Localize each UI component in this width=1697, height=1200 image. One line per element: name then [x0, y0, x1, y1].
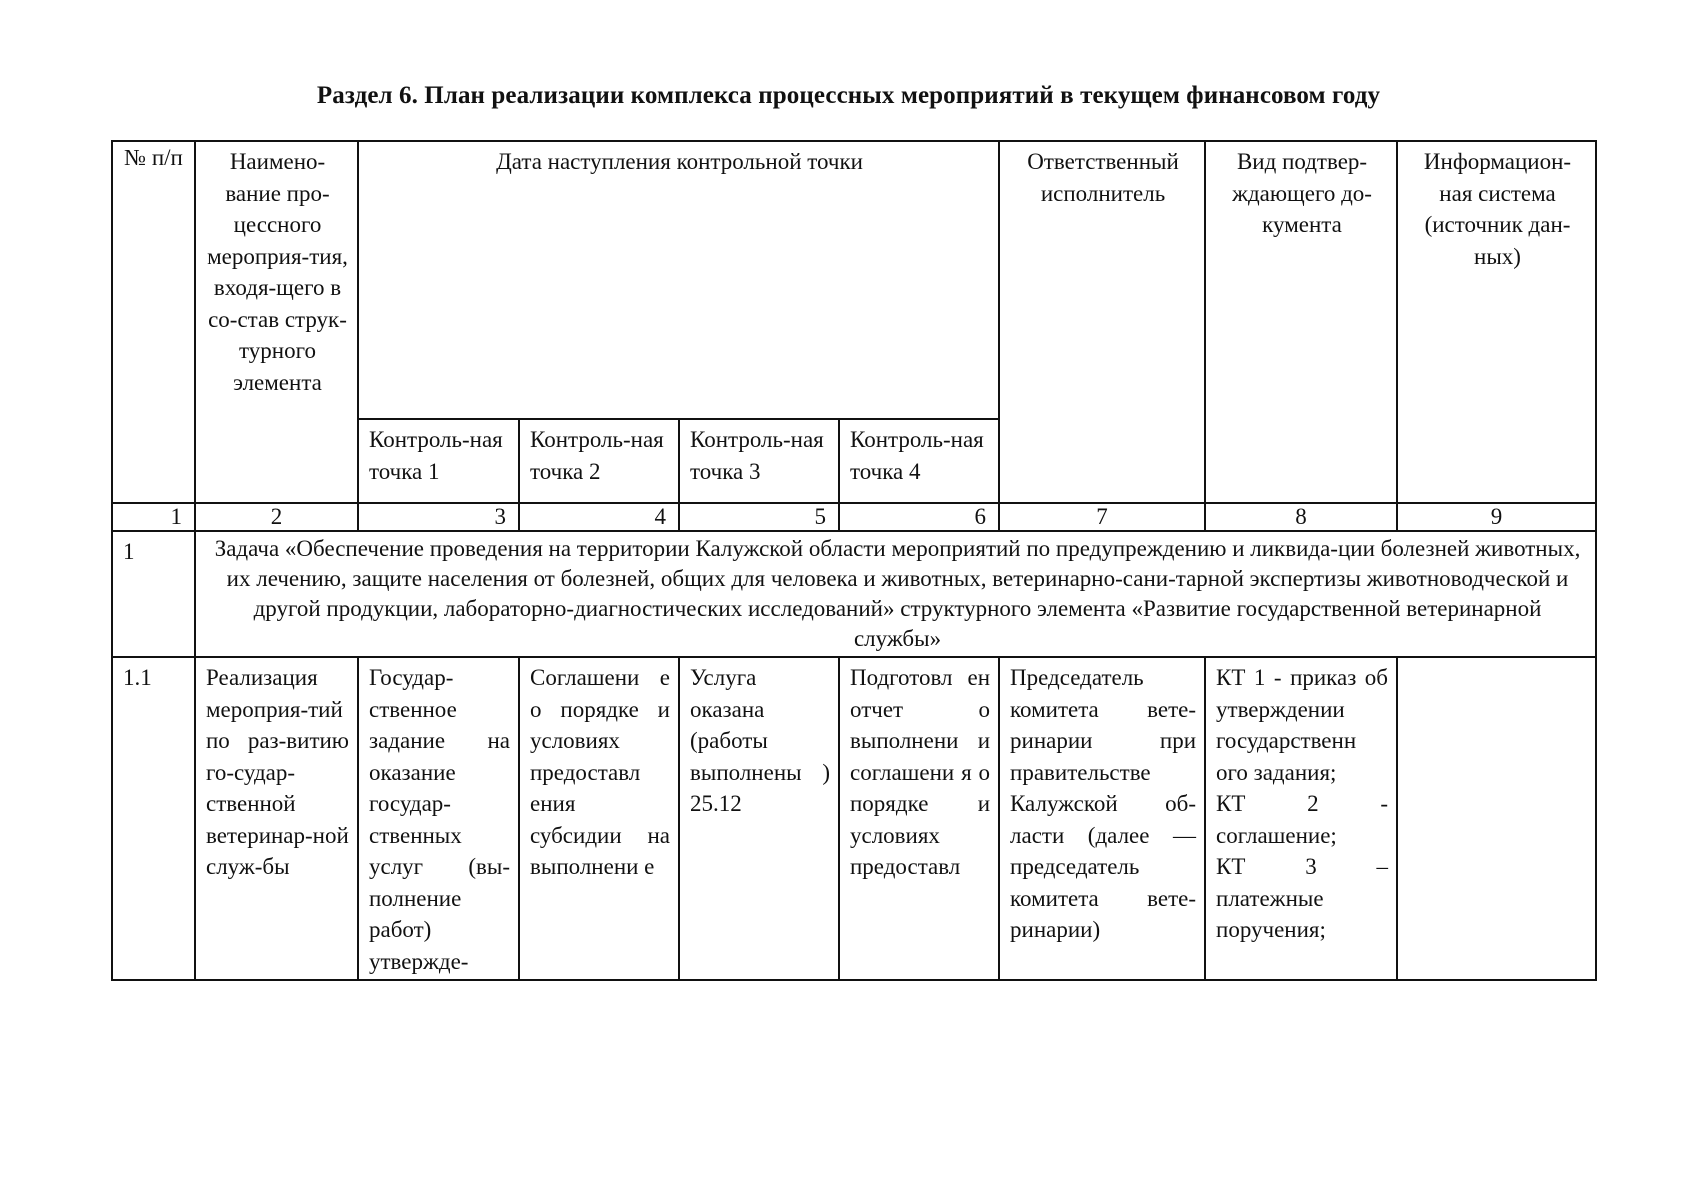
column-number: 2 — [195, 503, 358, 531]
column-number-row — [112, 503, 1596, 531]
column-number: 9 — [1397, 503, 1596, 531]
column-number: 7 — [999, 503, 1205, 531]
responsible-executor: Председатель комитета вете-ринарии при правительстве Калужской об-ласти (далее — председатель комитета вете-ринарии) — [999, 657, 1205, 980]
header-date-group: Дата наступления контрольной точки — [358, 141, 999, 419]
column-number: 4 — [519, 503, 679, 531]
header-kt1: Контроль-ная точка 1 — [358, 419, 519, 503]
header-kt4: Контроль-ная точка 4 — [839, 419, 999, 503]
header-row — [112, 141, 1596, 419]
plan-table — [111, 140, 1597, 981]
task-row — [112, 531, 1596, 657]
column-number: 8 — [1205, 503, 1397, 531]
column-number: 5 — [679, 503, 839, 531]
info-system — [1397, 657, 1596, 980]
row-number: 1.1 — [112, 657, 195, 980]
header-kt3: Контроль-ная точка 3 — [679, 419, 839, 503]
task-description: Задача «Обеспечение проведения на территории Калужской области мероприятий по предупреждению и ликвида-ции болезней животных, их лечению, защите населения от болезней, общих для человека и животных, ветеринарно-сани-тарной экспертизы животноводческой и другой продукции, лабораторно-диагностических исследований» структурного элемента «Развитие государственной ветеринарной службы» — [195, 531, 1596, 657]
page-title: Раздел 6. План реализации комплекса процессных мероприятий в текущем финансовом году — [316, 82, 1381, 109]
table-row — [112, 657, 1596, 980]
document-kt2: КТ 2 - соглашение; — [1216, 791, 1389, 848]
measure-name: Реализация мероприя-тий по раз-витию го-судар-ственной ветеринар-ной служ-бы — [195, 657, 358, 980]
header-num: № п/п — [112, 141, 195, 503]
header-kt2: Контроль-ная точка 2 — [519, 419, 679, 503]
column-number: 1 — [112, 503, 195, 531]
header-name: Наимено-вание про-цессного мероприя-тия, входя-щего в со-став струк-турного элемента — [195, 141, 358, 503]
column-number: 3 — [358, 503, 519, 531]
control-point-1: Государ-ственное задание на оказание государ-ственных услуг (вы-полнение работ) утвержде- — [358, 657, 519, 980]
control-point-2: Соглашени е о порядке и условиях предоставл ения субсидии на выполнени е — [519, 657, 679, 980]
control-point-3: Услуга оказана (работы выполнены ) 25.12 — [679, 657, 839, 980]
control-point-4: Подготовл ен отчет о выполнени и соглашени я о порядке и условиях предоставл — [839, 657, 999, 980]
document-kt3: КТ 3 – платежные поручения; — [1216, 854, 1389, 942]
document-kt1: КТ 1 - приказ об утверждении государственн ого задания; — [1216, 665, 1389, 785]
column-number: 6 — [839, 503, 999, 531]
header-document: Вид подтвер-ждающего до-кумента — [1205, 141, 1397, 503]
confirming-document — [1205, 657, 1397, 980]
header-info-system: Информацион-ная система (источник дан-ных) — [1397, 141, 1596, 503]
header-responsible: Ответственный исполнитель — [999, 141, 1205, 503]
task-number: 1 — [112, 531, 195, 657]
